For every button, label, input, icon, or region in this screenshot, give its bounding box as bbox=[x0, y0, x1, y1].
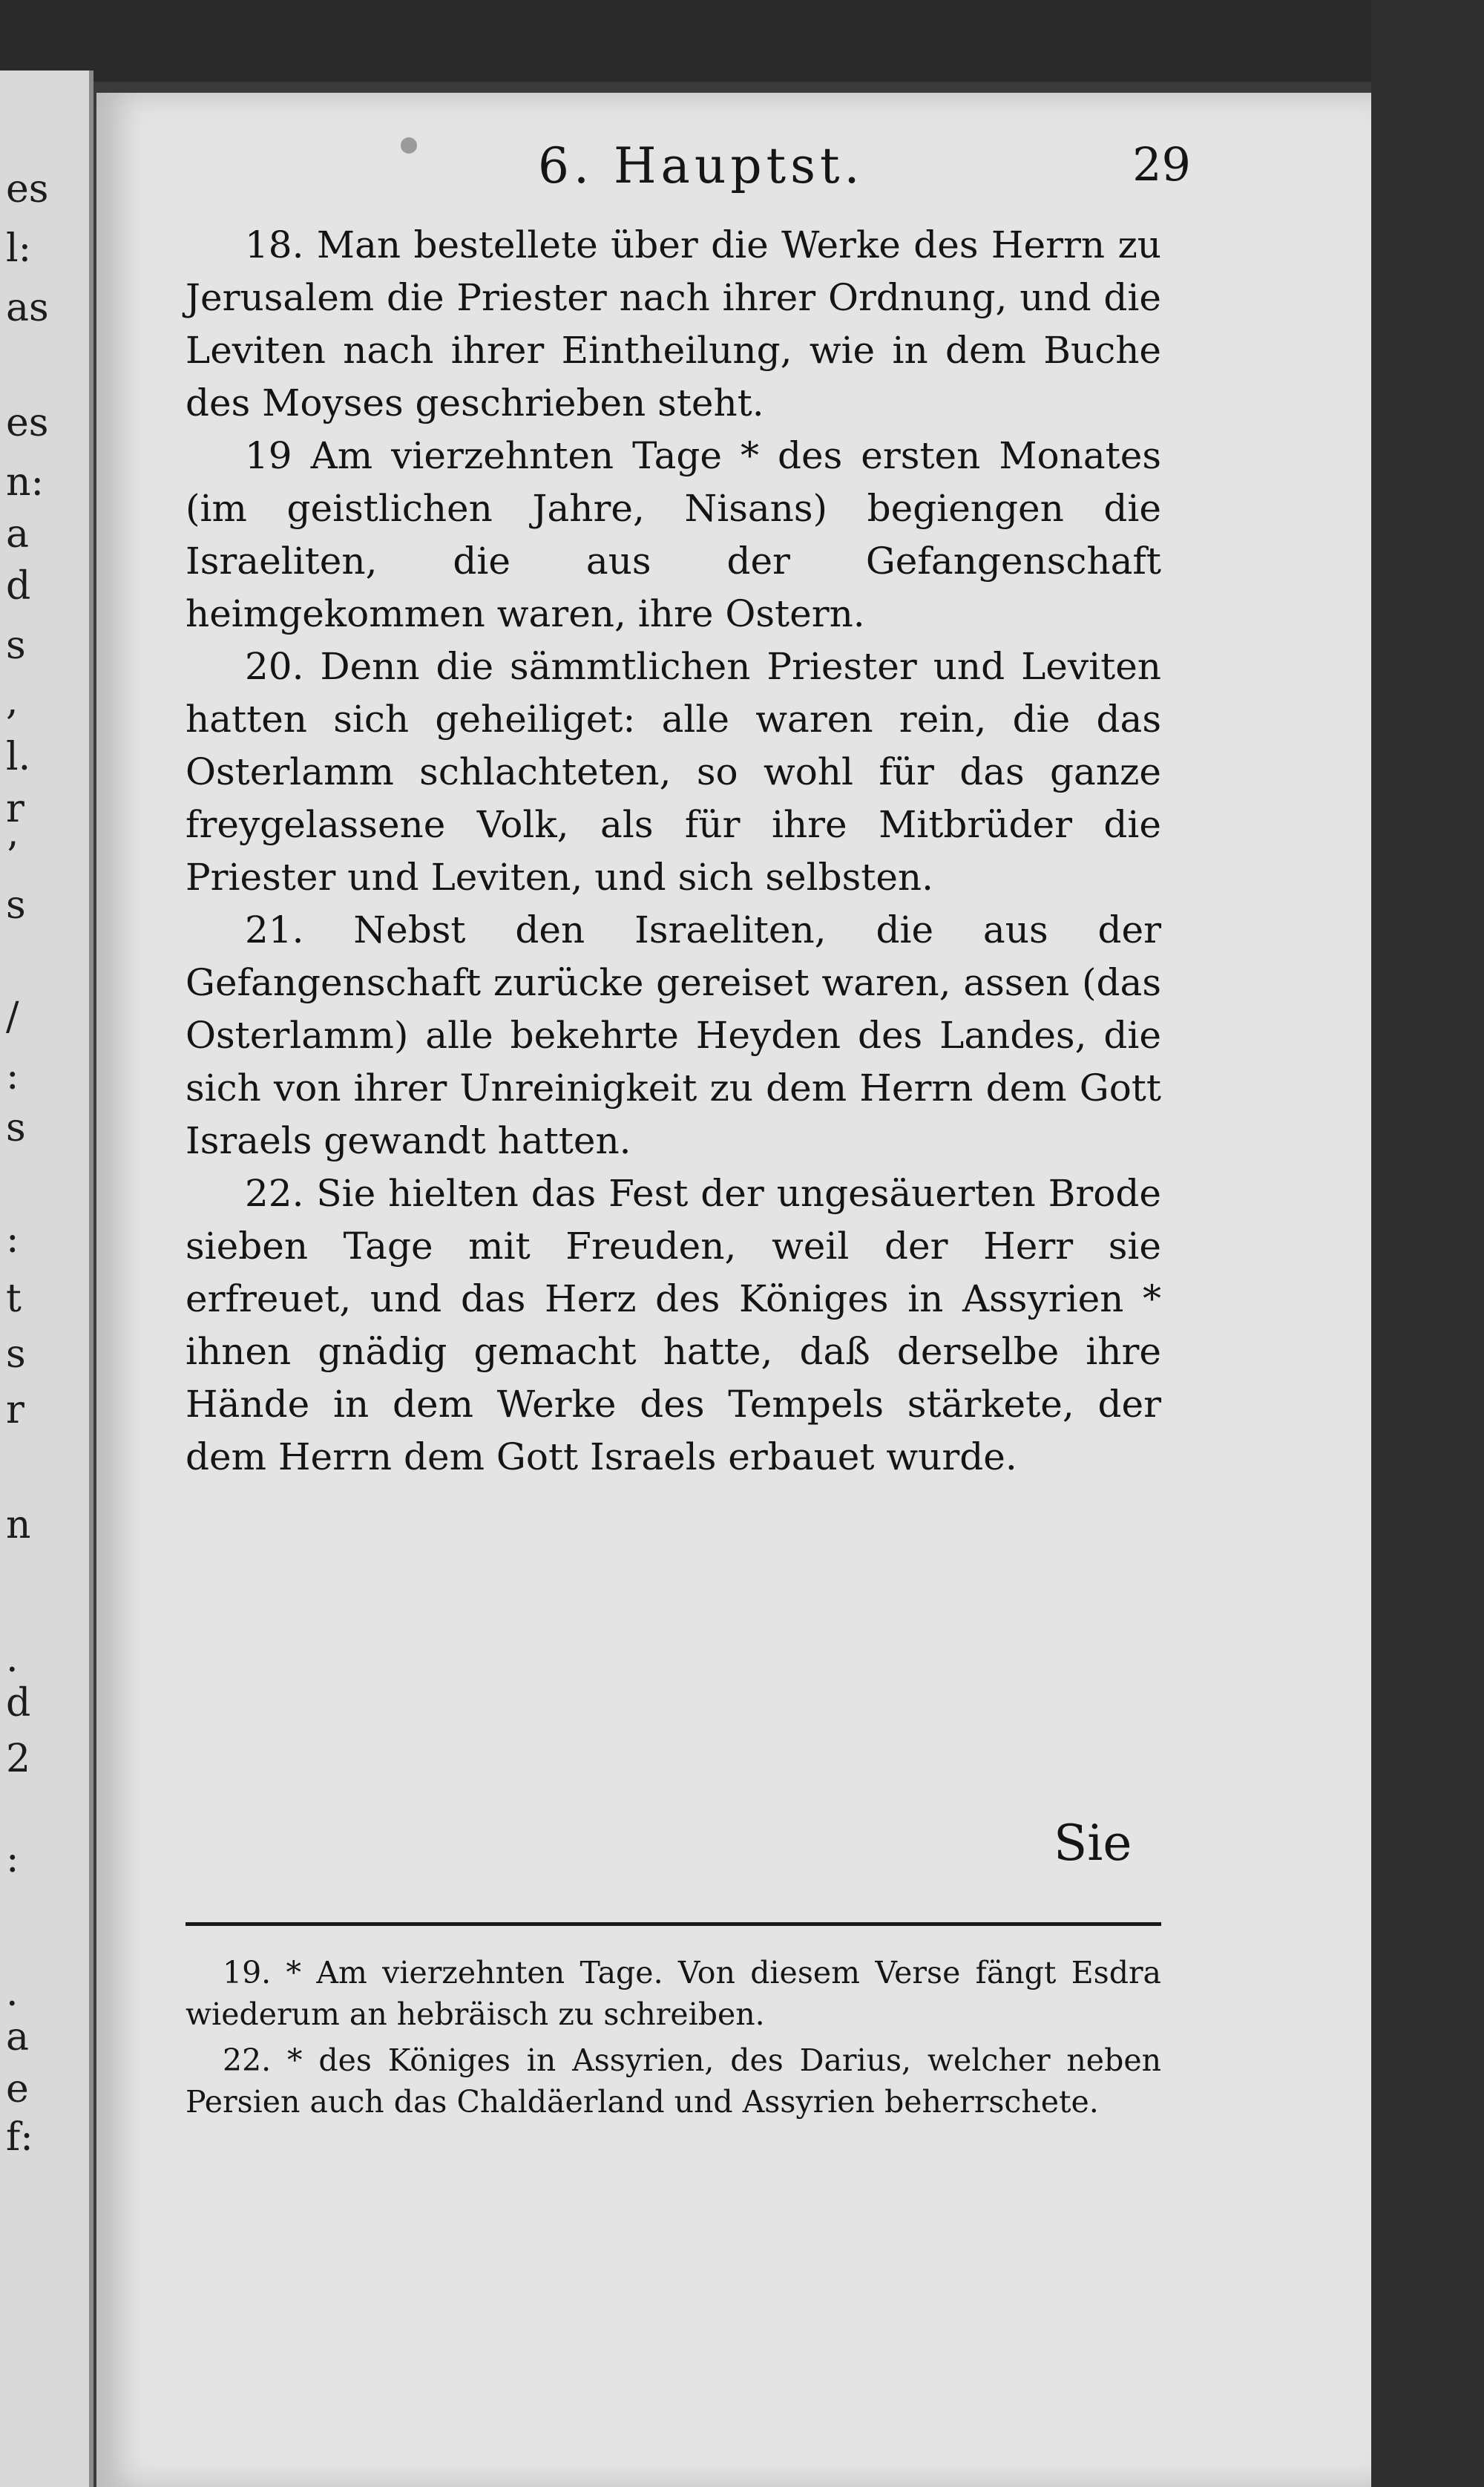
book-cover-edge bbox=[1371, 0, 1484, 2487]
left-page-fragment: es bbox=[6, 167, 49, 212]
footnote-22: 22. * des Königes in Assyrien, des Darius, welcher neben Persien auch das Chaldäerland und Assyrien beherrschete. bbox=[186, 2042, 1161, 2120]
scan-artifact-dot bbox=[401, 137, 417, 154]
left-page-fragment: : bbox=[6, 1054, 19, 1098]
left-page-fragment: s bbox=[6, 883, 26, 928]
left-page-fragment: d bbox=[6, 564, 31, 609]
left-page-fragment: , bbox=[6, 679, 19, 724]
left-page-fragment: l: bbox=[6, 226, 32, 271]
left-page-fragment: 2 bbox=[6, 1737, 31, 1781]
left-page-fragment: s bbox=[6, 1106, 26, 1150]
left-page-fragment: : bbox=[6, 1837, 19, 1881]
catchword: Sie bbox=[1054, 1815, 1132, 1872]
previous-page-edge bbox=[0, 71, 93, 2487]
left-page-fragment: l. bbox=[6, 735, 31, 779]
left-page-fragment: es bbox=[6, 401, 49, 445]
left-page-fragment: f: bbox=[6, 2115, 33, 2160]
left-page-fragment: s bbox=[6, 1332, 26, 1377]
left-page-fragment: n: bbox=[6, 460, 45, 505]
left-page-fragment: d bbox=[6, 1681, 31, 1726]
left-page-fragment: . bbox=[6, 1636, 19, 1681]
running-head: 6. Hauptst. bbox=[538, 137, 864, 194]
footnote-divider bbox=[186, 1922, 1161, 1926]
main-text bbox=[186, 219, 1161, 1484]
verse-21: 21. Nebst den Israeliten, die aus der Gefangenschaft zurücke gereiset waren, assen (das Osterlamm) alle bekehrte Heyden des Landes, die sich von ihrer Unreinigkeit zu dem Herrn dem Gott Israels gewandt hatten. bbox=[186, 908, 1161, 1162]
left-page-fragment: t bbox=[6, 1277, 22, 1321]
verse-19: 19 Am vierzehnten Tage * des ersten Monates (im geistlichen Jahre, Nisans) begiengen die Israeliten, die aus der Gefangenschaft heimgekommen waren, ihre Ostern. bbox=[186, 434, 1161, 635]
scanner-background bbox=[0, 0, 1484, 82]
left-page-fragment: e bbox=[6, 2067, 29, 2111]
verse-22: 22. Sie hielten das Fest der ungesäuerten Brode sieben Tage mit Freuden, weil der Herr sie erfreuet, und das Herz des Königes in Assyrien * ihnen gnädig gemacht hatte, daß derselbe ihre Hände in dem Werke des Tempels stärkete, der dem Herrn dem Gott Israels erbauet wurde. bbox=[186, 1172, 1161, 1478]
left-page-fragment: r bbox=[6, 1388, 24, 1432]
left-page-fragment: r bbox=[6, 787, 24, 831]
left-page-fragment: a bbox=[6, 512, 30, 557]
page-header bbox=[427, 137, 1191, 204]
page-number: 29 bbox=[1132, 137, 1191, 191]
verse-18: 18. Man bestellete über die Werke des Herrn zu Jerusalem die Priester nach ihrer Ordnung, und die Leviten nach ihrer Eintheilung, wie in dem Buche des Moyses geschrieben steht. bbox=[186, 223, 1161, 425]
left-page-fragment: a bbox=[6, 2015, 30, 2060]
left-page-fragment: . bbox=[6, 1970, 19, 2015]
footnote-19: 19. * Am vierzehnten Tage. Von diesem Verse fängt Esdra wiederum an hebräisch zu schreiben. bbox=[186, 1955, 1161, 2032]
footnotes bbox=[186, 1952, 1161, 2127]
left-page-fragment: : bbox=[6, 1217, 19, 1262]
left-page-fragment: n bbox=[6, 1503, 31, 1547]
left-page-fragment: as bbox=[6, 286, 49, 330]
left-page-fragment: ’ bbox=[6, 835, 19, 879]
left-page-fragment: / bbox=[6, 995, 19, 1039]
left-page-fragment: s bbox=[6, 623, 26, 668]
verse-20: 20. Denn die sämmtlichen Priester und Leviten hatten sich geheiliget: alle waren rein, die das Osterlamm schlachteten, so wohl für das ganze freygelassene Volk, als für ihre Mitbrüder die Priester und Leviten, und sich selbsten. bbox=[186, 645, 1161, 899]
